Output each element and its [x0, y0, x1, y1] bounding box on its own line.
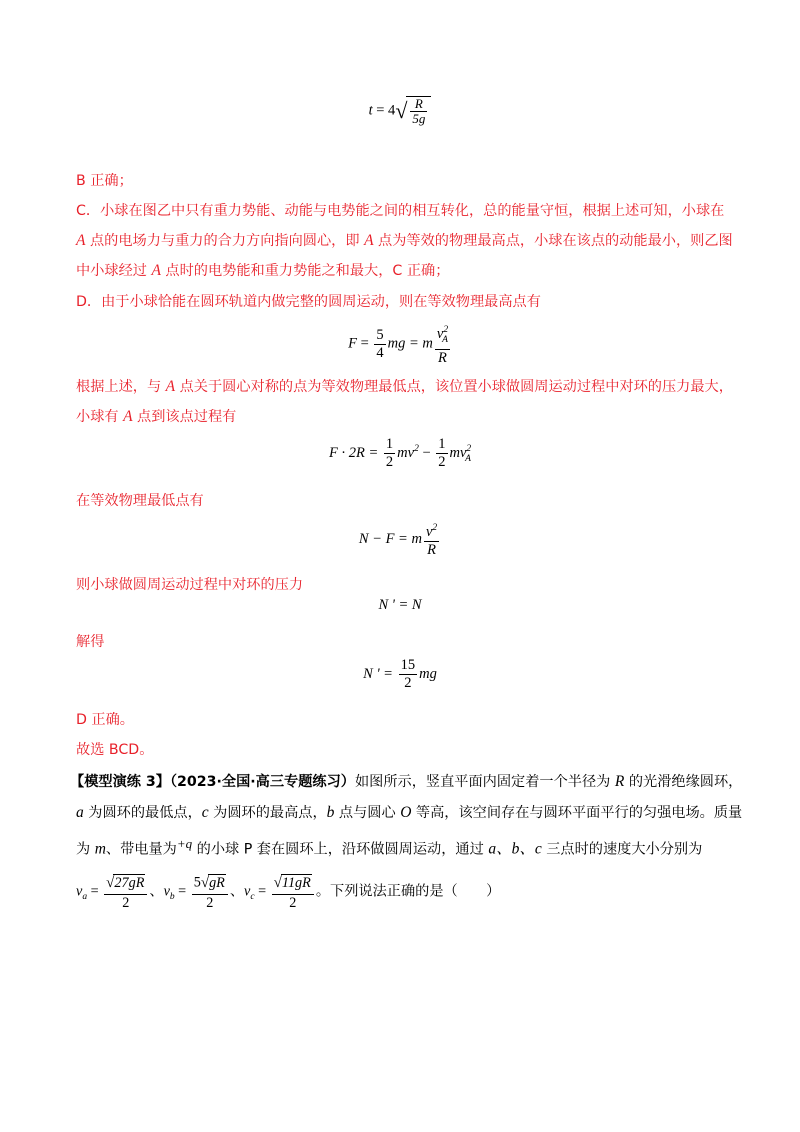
p2-line-1: 根据上述，与 A 点关于圆心对称的点为等效物理最低点，该位置小球做圆周运动过程中对环的压力最大， [76, 378, 733, 395]
d-correct: D 正确。 [76, 712, 134, 728]
p4: 则小球做圆周运动过程中对环的压力 [76, 577, 304, 593]
c-line-1: C．小球在图乙中只有重力势能、动能与电势能之间的相互转化，总的能量守恒，根据上述可知，小球在 [76, 203, 725, 219]
c-line-2: A 点的电场力与重力的合力方向指向圆心，即 A 点为等效的物理最高点，小球在该点的动能最小，则乙图 [76, 232, 733, 249]
problem-velocities: $v_a$ = $\frac{√27gR}{2}$ 、$v_b$ = $\frac{5√gR}{2}$ 、$v_c$ = $\frac{√11gR}{2}$ 。下列说法正确的是（ ） [76, 872, 776, 912]
choose-answer: 故选 BCD。 [76, 742, 154, 758]
equation-result: N ' = $\frac{15}{2}$ mg [363, 657, 437, 691]
problem-tag: 【模型演练 3】 [70, 774, 170, 790]
eq-t-den: 5g [412, 111, 426, 126]
problem-line-1: 【模型演练 3】（2023·全国·高三专题练习）如图所示，竖直平面内固定着一个半径为 R 的光滑绝缘圆环， [70, 773, 743, 790]
p2-line-2: 小球有 A 点到该点过程有 [76, 408, 237, 425]
equation-work-energy: F · 2R = $\frac{1}{2}$ $mv^2$ − $\frac{1}{2}$ $mv^2_A$ [329, 436, 472, 470]
problem-line-2: a 为圆环的最低点，c 为圆环的最高点，b 点与圆心 O 等高，该空间存在与圆环平面平行的匀强电场。质量 [76, 804, 743, 821]
equation-t [0, 96, 800, 126]
p5: 解得 [76, 634, 105, 650]
eq-t-num: R [414, 96, 423, 111]
equation-F: F = $\frac{5}{4}$ mg = m $\frac{v^2_A}{R}$ [0, 322, 800, 367]
sqrt-symbol: √ $\frac{R}{5g}$ [395, 96, 431, 126]
b-correct: B 正确； [76, 173, 133, 189]
equation-N: N − F = m $\frac{v^2}{R}$ [0, 520, 800, 559]
problem-source: （2023·全国·高三专题练习） [169, 774, 355, 790]
equation-N-prime: N ' = N [378, 597, 422, 613]
eq-t-equals: = 4 [372, 102, 396, 119]
p3: 在等效物理最低点有 [76, 493, 204, 509]
c-line-3: 中小球经过 A 点时的电势能和重力势能之和最大，C 正确； [76, 262, 450, 279]
d-line-1: D．由于小球恰能在圆环轨道内做完整的圆周运动，则在等效物理最高点有 [76, 294, 541, 310]
eq-t-lhs: t [368, 102, 373, 119]
problem-line-3: 为 m、带电量为$^{+q}$ 的小球 P 套在圆环上，沿环做圆周运动，通过 a、b、c 三点时的速度大小分别为 [76, 836, 703, 858]
